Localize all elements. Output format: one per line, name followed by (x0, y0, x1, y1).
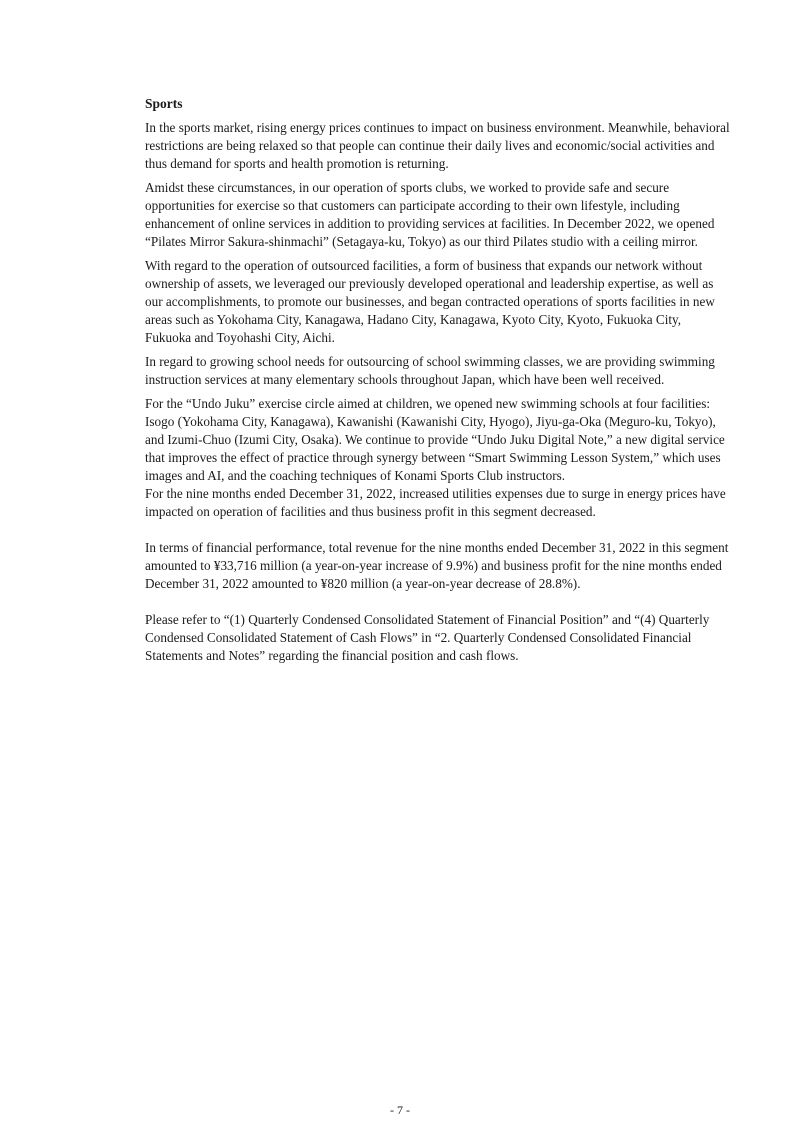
paragraph-sports-clubs: Amidst these circumstances, in our operation of sports clubs, we worked to provide safe and secure opportunities for exercise so that customers can participate according to their own lifestyle, including enhancement of online services in addition to providing services at facilities. In December 2022, we opened “Pilates Mirror Sakura-shinmachi” (Setagaya-ku, Tokyo) as our third Pilates studio with a ceiling mirror. (145, 180, 715, 249)
document-body (145, 95, 730, 671)
paragraph-outsourced-facilities: With regard to the operation of outsourced facilities, a form of business that expands our network without ownership of assets, we leveraged our previously developed operational and leadership expertise, as well as our accomplishments, to promote our businesses, and began contracted operations of sports facilities in new areas such as Yokohama City, Kanagawa, Hadano City, Kanagawa, Kyoto City, Kyoto, Fukuoka City, Fukuoka and Toyohashi City, Aichi. (145, 258, 715, 345)
paragraph-market-overview: In the sports market, rising energy prices continues to impact on business environment. Meanwhile, behavioral restrictions are being relaxed so that people can continue their daily lives and economic/social activities and thus demand for sports and health promotion is returning. (145, 120, 730, 171)
paragraph-financial-position-reference: Please refer to “(1) Quarterly Condensed Consolidated Statement of Financial Position” and “(4) Quarterly Condensed Consolidated Statement of Cash Flows” in “2. Quarterly Condensed Consolidated Financial Statements and Notes” regarding the financial position and cash flows. (145, 612, 710, 663)
section-heading: Sports (145, 96, 183, 111)
paragraph-financial-performance: In terms of financial performance, total revenue for the nine months ended December 31, 2022 in this segment amounted to ¥33,716 million (a year-on-year increase of 9.9%) and business profit for the nine months ended December 31, 2022 amounted to ¥820 million (a year-on-year decrease of 28.8%). (145, 540, 729, 591)
page-number: - 7 - (390, 1103, 410, 1117)
paragraph-school-swimming: In regard to growing school needs for outsourcing of school swimming classes, we are providing swimming instruction services at many elementary schools throughout Japan, which have been well received. (145, 354, 715, 387)
paragraph-undo-juku: For the “Undo Juku” exercise circle aimed at children, we opened new swimming schools at four facilities: Isogo (Yokohama City, Kanagawa), Kawanishi (Kawanishi City, Hyogo), Jiyu-ga-Oka (Meguro-ku, Tokyo), and Izumi-Chuo (Izumi City, Osaka). We continue to provide “Undo Juku Digital Note,” a new digital service that improves the effect of practice through synergy between “Smart Swimming Lesson System,” which uses images and AI, and the coaching techniques of Konami Sports Club instructors. (145, 396, 725, 483)
paragraph-profit-impact: For the nine months ended December 31, 2022, increased utilities expenses due to surge in energy prices have impacted on operation of facilities and thus business profit in this segment decreased. (145, 486, 726, 519)
